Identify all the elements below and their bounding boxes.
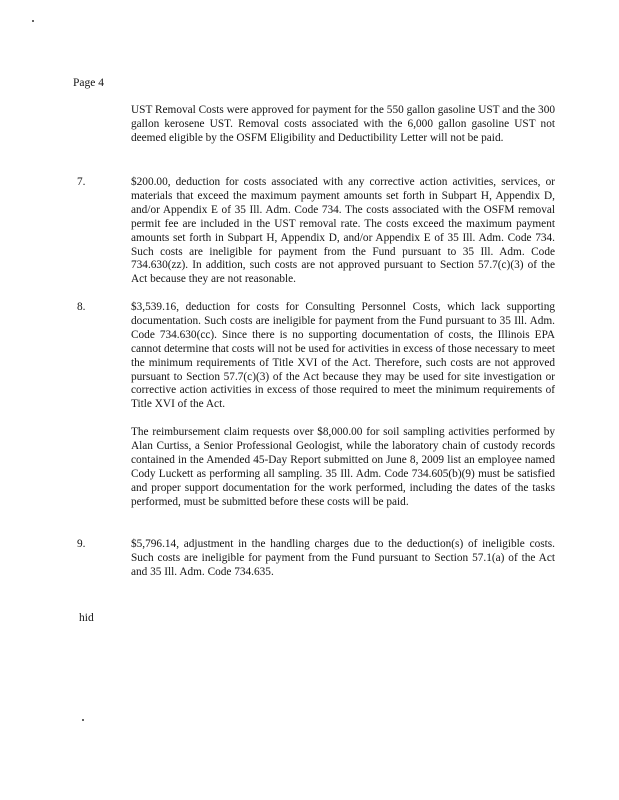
item-8-number: 8. [77,301,86,313]
ust-removal-paragraph: UST Removal Costs were approved for payment for the 550 gallon gasoline UST and the 300 gallon kerosene UST. Removal costs associated with the 6,000 gallon gasoline UST not deemed eligible by the OSFM Eligibility and Deductibility Letter will not be paid. [131,104,555,144]
scan-speck-top [32,20,34,22]
item-8-paragraph: $3,539.16, deduction for costs for Consulting Personnel Costs, which lack supporting documentation. Such costs are ineligible for payment from the Fund pursuant to 35 Ill. Adm. Code 734.630(cc). Since there is no supporting documentation of costs, the Illinois EPA cannot determine that costs will not be used for activities in excess of those necessary to meet the minimum requirements of Title XVI of the Act. Therefore, such costs are not approved pursuant to Section 57.7(c)(3) of the Act because they may be used for site investigation or corrective action activities in excess of those required to meet the minimum requirements of Title XVI of the Act. [131,301,555,411]
item-9-paragraph: $5,796.14, adjustment in the handling charges due to the deduction(s) of ineligible costs. Such costs are ineligible for payment from the Fund pursuant to Section 57.1(a) of the Act and 35 Ill. Adm. Code 734.635. [131,538,555,578]
item-7-number: 7. [77,176,86,188]
item-7-paragraph: $200.00, deduction for costs associated with any corrective action activities, services, or materials that exceed the maximum payment amounts set forth in Subpart H, Appendix D, and/or Appendix E of 35 Ill. Adm. Code 734. The costs associated with the OSFM removal permit fee are included in the UST removal rate. The costs exceed the maximum payment amounts set forth in Subpart H, Appendix D, and/or Appendix E of 35 Ill. Adm. Code 734. Such costs are ineligible for payment from the Fund pursuant to 35 Ill. Adm. Code 734.630(zz). In addition, such costs are not approved pursuant to Section 57.7(c)(3) of the Act because they are not reasonable. [131,176,555,286]
page-number: Page 4 [73,77,104,89]
item-9-number: 9. [77,538,86,550]
scan-speck-bottom [82,719,84,721]
item-8-sampling-paragraph: The reimbursement claim requests over $8,000.00 for soil sampling activities performed by Alan Curtiss, a Senior Professional Geologist, while the laboratory chain of custody records contained in the Amended 45-Day Report submitted on June 8, 2009 list an employee named Cody Luckett as performing all sampling. 35 Ill. Adm. Code 734.605(b)(9) must be satisfied and proper support documentation for the work performed, including the dates of the tasks performed, must be submitted before these costs will be paid. [131,426,555,508]
typist-initials: hid [79,612,94,624]
